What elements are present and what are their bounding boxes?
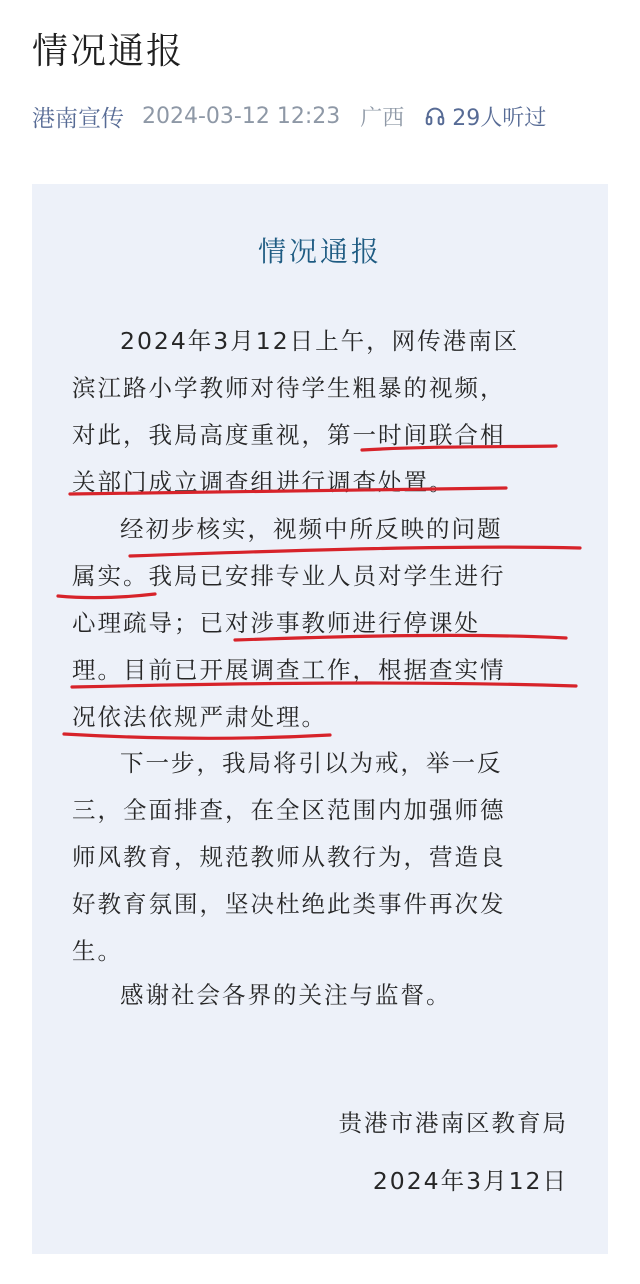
author-link[interactable]: 港南宣传 xyxy=(32,105,124,132)
notice-paragraph-2 xyxy=(72,506,572,741)
text-line: 好教育氛围，坚决杜绝此类事件再次发 xyxy=(72,890,506,918)
notice-image xyxy=(32,184,608,1254)
text-line: 生。 xyxy=(72,937,123,965)
article-title: 情况通报 xyxy=(32,31,185,72)
text-line: 下一步，我局将引以为戒，举一反 xyxy=(120,749,503,777)
text-line: 三，全面排查，在全区范围内加强师德 xyxy=(72,796,506,824)
text-line: 滨江路小学教师对待学生粗暴的视频， xyxy=(72,374,506,402)
notice-paragraph-3 xyxy=(72,740,572,975)
text-line: 2024年3月12日上午，网传港南区 xyxy=(120,327,520,355)
headphones-icon xyxy=(424,105,446,127)
notice-heading: 情况通报 xyxy=(257,235,382,268)
listen-count: 29人听过 xyxy=(452,105,547,131)
text-line: 师风教育，规范教师从教行为，营造良 xyxy=(72,843,506,871)
notice-paragraph-4 xyxy=(72,972,572,1019)
text-line: 感谢社会各界的关注与监督。 xyxy=(120,981,452,1009)
signature-organization: 贵港市港南区教育局 xyxy=(338,1109,568,1137)
text-line: 对此，我局高度重视，第一时间联合相 xyxy=(72,421,506,449)
text-line: 心理疏导；已对涉事教师进行停课处 xyxy=(72,609,480,637)
listen-button[interactable] xyxy=(424,101,546,132)
publish-datetime: 2024-03-12 12:23 xyxy=(142,103,341,129)
text-line: 经初步核实，视频中所反映的问题 xyxy=(120,515,503,543)
signature-date: 2024年3月12日 xyxy=(372,1167,568,1195)
notice-paragraph-1 xyxy=(72,318,572,506)
text-line: 理。目前已开展调查工作，根据查实情 xyxy=(72,656,506,684)
article-meta xyxy=(32,98,546,134)
publish-region: 广西 xyxy=(360,105,405,131)
text-line: 属实。我局已安排专业人员对学生进行 xyxy=(72,562,506,590)
text-line: 况依法依规严肃处理。 xyxy=(72,703,327,731)
text-line: 关部门成立调查组进行调查处置。 xyxy=(72,468,455,496)
